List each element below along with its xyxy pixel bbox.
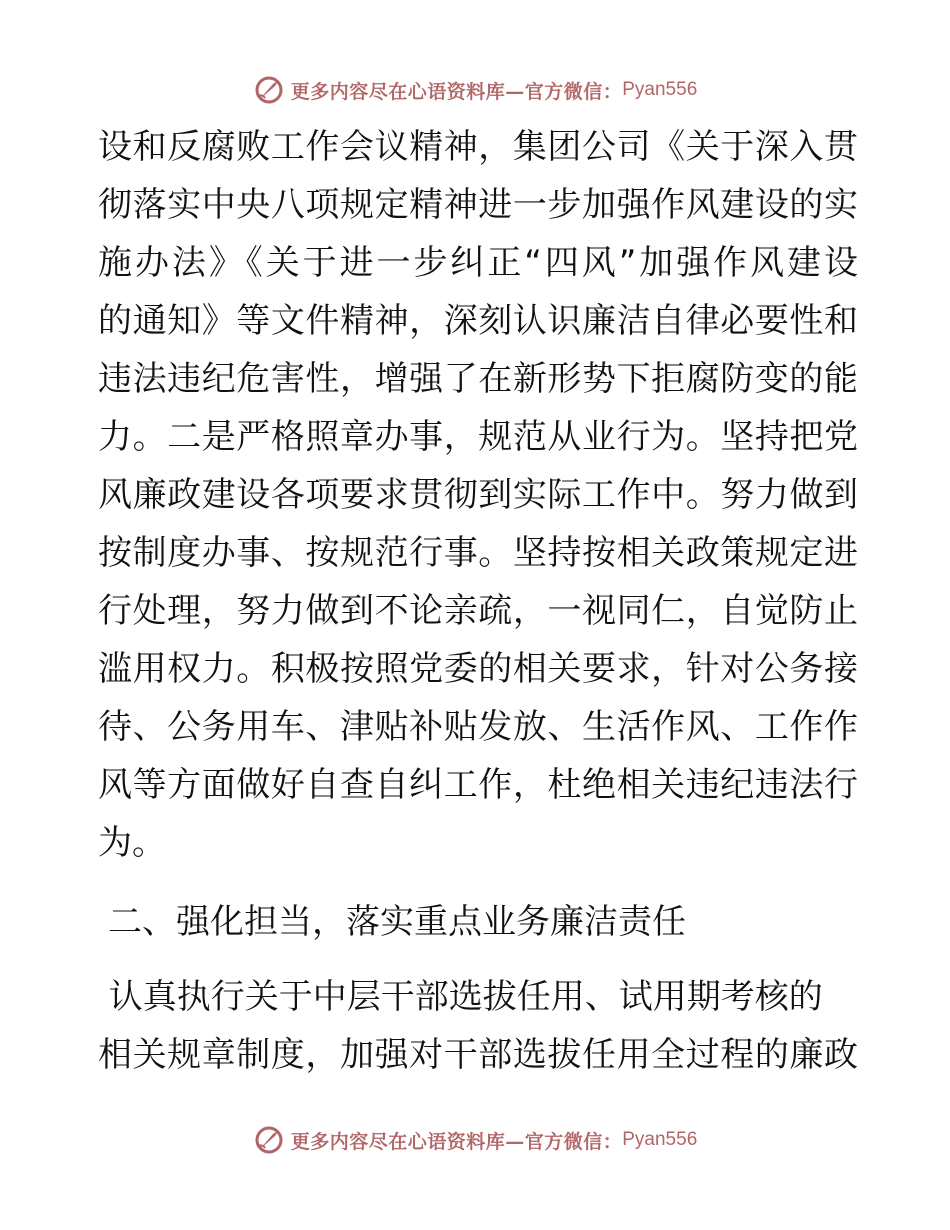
text-line: 认真执行关于中层干部选拔任用、试用期考核的 [98, 977, 823, 1017]
watermark-text: 更多内容尽在心语资料库—官方微信： [290, 1130, 623, 1153]
text-line: 相关规章制度，加强对干部选拔任用全过程的廉政 [98, 1035, 858, 1075]
text-line: 滥用权力。积极按照党委的相关要求，针对公务接 [98, 649, 858, 689]
quill-logo-icon [253, 1124, 285, 1156]
quill-logo-icon [253, 74, 285, 106]
text-line: 为。 [98, 823, 166, 863]
watermark-wechat-id: Pyan556 [622, 79, 698, 100]
text-line: 设和反腐败工作会议精神，集团公司《关于深入贯 [98, 127, 858, 167]
text-line: 违法违纪危害性，增强了在新形势下拒腐防变的能 [98, 359, 858, 399]
watermark-text: 更多内容尽在心语资料库—官方微信： [290, 80, 623, 103]
text-line: 行处理，努力做到不论亲疏，一视同仁，自觉防止 [98, 591, 858, 631]
section-heading: 二、强化担当，落实重点业务廉洁责任 [108, 902, 686, 942]
paragraph-2 [98, 968, 858, 1084]
text-line: 彻落实中央八项规定精神进一步加强作风建设的实 [98, 185, 858, 225]
text-line: 待、公务用车、津贴补贴发放、生活作风、工作作 [98, 707, 858, 747]
text-line: 力。二是严格照章办事，规范从业行为。坚持把党 [98, 417, 858, 457]
text-line: 风等方面做好自查自纠工作，杜绝相关违纪违法行 [98, 765, 858, 805]
paragraph-1 [98, 118, 858, 872]
text-line: 施办法》《关于进一步纠正“四风”加强作风建设 [98, 243, 858, 283]
text-line: 按制度办事、按规范行事。坚持按相关政策规定进 [98, 533, 858, 573]
text-line: 风廉政建设各项要求贯彻到实际工作中。努力做到 [98, 475, 858, 515]
footer-watermark [0, 1122, 950, 1158]
text-line: 的通知》等文件精神，深刻认识廉洁自律必要性和 [98, 301, 858, 341]
watermark-wechat-id: Pyan556 [622, 1129, 698, 1150]
header-watermark [0, 72, 950, 108]
